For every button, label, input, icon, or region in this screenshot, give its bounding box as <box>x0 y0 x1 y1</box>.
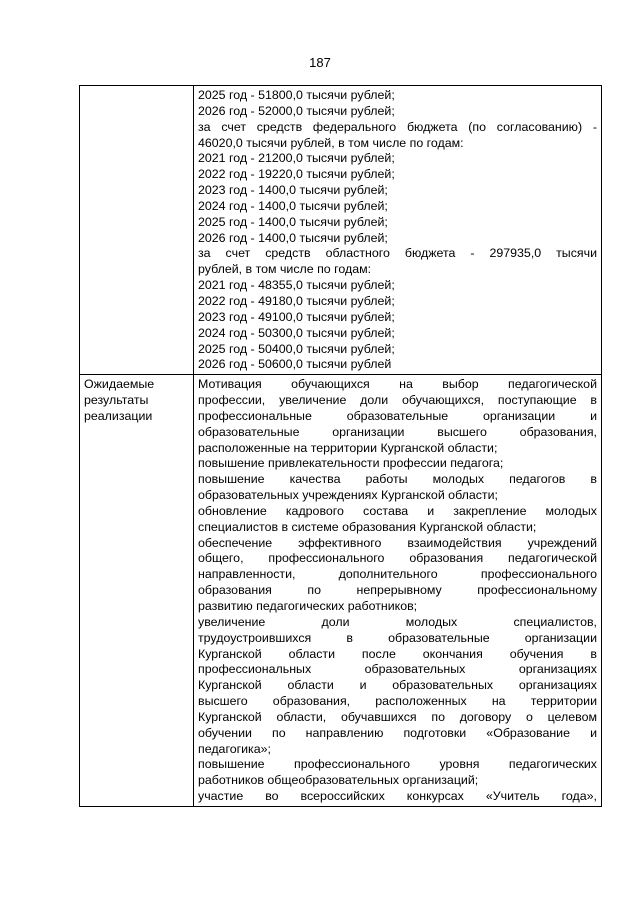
text-line: 2026 год - 1400,0 тысячи рублей; <box>198 230 388 245</box>
text-line: 2026 год - 50600,0 тысячи рублей <box>198 357 392 372</box>
text-line: Курганской области и образовательных организациях <box>198 678 597 693</box>
text-line: образования по непрерывному профессиональному <box>198 583 597 598</box>
text-line: повышение профессионального уровня педагогических <box>198 757 597 772</box>
table-row <box>80 86 602 375</box>
text-line: повышение качества работы молодых педагогов в <box>198 472 597 487</box>
text-line: 2022 год - 49180,0 тысячи рублей; <box>198 293 395 308</box>
text-line: 2024 год - 50300,0 тысячи рублей; <box>198 325 395 340</box>
table-row <box>80 375 602 807</box>
text-line: 2026 год - 52000,0 тысячи рублей; <box>198 103 395 118</box>
text-line: 2025 год - 51800,0 тысячи рублей; <box>198 88 395 102</box>
text-line: за счет средств федерального бюджета (по согласованию) - <box>198 119 597 134</box>
row-label: Ожидаемые результаты реализации <box>84 377 155 423</box>
text-line: рублей, в том числе по годам: <box>198 262 372 277</box>
text-line: участие во всероссийских конкурсах «Учитель года», <box>198 789 597 804</box>
text-line: 2021 год - 21200,0 тысячи рублей; <box>198 151 395 166</box>
text-line: специалистов в системе образования Курганской области; <box>198 519 537 534</box>
text-line: повышение привлекательности профессии педагога; <box>198 456 504 471</box>
text-line: 2023 год - 1400,0 тысячи рублей; <box>198 183 388 198</box>
page-number: 187 <box>309 55 331 70</box>
text-line: образовательных учреждениях Курганской области; <box>198 488 498 503</box>
text-line: общего, профессионального образования педагогической <box>198 551 597 566</box>
row-label-cell <box>80 86 194 375</box>
text-line: развитию педагогических работников; <box>198 599 418 613</box>
text-line: 2021 год - 48355,0 тысячи рублей; <box>198 278 395 293</box>
text-line: Курганской области, обучавшихся по договору о целевом <box>198 709 597 724</box>
text-line: обновление кадрового состава и закрепление молодых <box>198 503 597 518</box>
text-line: работников общеобразовательных организаций; <box>198 773 479 788</box>
text-line: профессиональных образовательных организациях <box>198 662 597 677</box>
text-line: педагогика»; <box>198 741 271 756</box>
text-line: 2025 год - 50400,0 тысячи рублей; <box>198 341 395 356</box>
text-line: направленности, дополнительного профессионального <box>198 567 597 582</box>
text-line: Курганской области после окончания обучения в <box>198 646 597 661</box>
table-body <box>80 86 602 807</box>
text-line: профессии, увеличение доли обучающихся, поступающие в <box>198 393 597 408</box>
text-line: 2024 год - 1400,0 тысячи рублей; <box>198 198 388 213</box>
row-label-cell <box>80 375 194 807</box>
text-line: 2025 год - 1400,0 тысячи рублей; <box>198 214 388 229</box>
text-line: увеличение доли молодых специалистов, <box>198 614 597 629</box>
row-content-cell <box>194 375 602 807</box>
text-line: Мотивация обучающихся на выбор педагогической <box>198 377 597 392</box>
text-line: профессиональные образовательные организации и <box>198 408 597 423</box>
text-line: обеспечение эффективного взаимодействия учреждений <box>198 535 597 550</box>
text-line: обучении по направлению подготовки «Образование и <box>198 725 597 740</box>
text-line: расположенные на территории Курганской области; <box>198 440 498 455</box>
row-content-cell <box>194 86 602 375</box>
text-line: 2022 год - 19220,0 тысячи рублей; <box>198 167 395 182</box>
text-line: 2023 год - 49100,0 тысячи рублей; <box>198 309 395 324</box>
text-line: высшего образования, расположенных на территории <box>198 694 597 709</box>
text-line: 46020,0 тысячи рублей, в том числе по годам: <box>198 135 464 150</box>
text-line: образовательные организации высшего образования, <box>198 424 597 439</box>
text-line: за счет средств областного бюджета - 297935,0 тысячи <box>198 246 597 261</box>
text-line: трудоустроившихся в образовательные организации <box>198 630 597 645</box>
program-passport-table <box>79 85 602 807</box>
